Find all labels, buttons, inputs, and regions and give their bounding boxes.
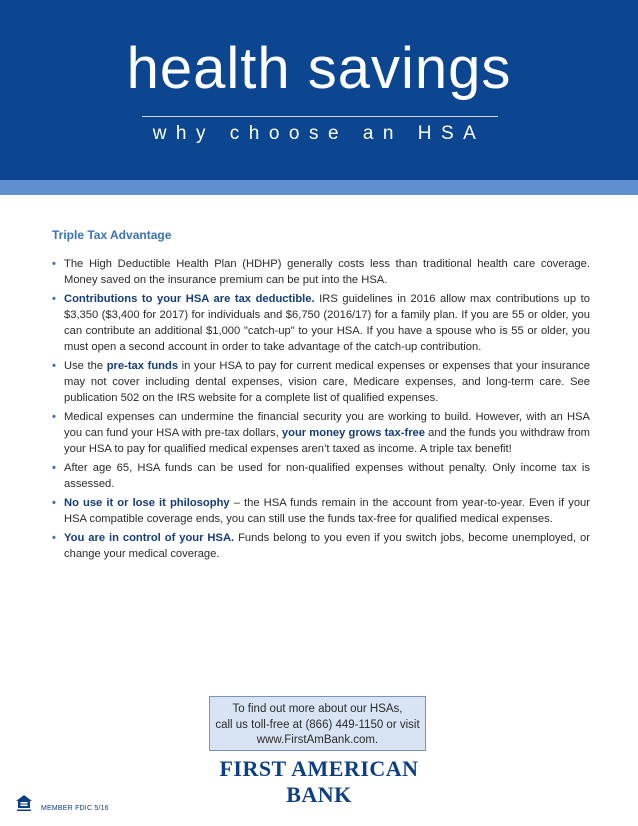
emphasis-text: pre-tax funds	[106, 360, 179, 372]
list-item	[52, 358, 590, 406]
emphasis-text: your money grows tax-free	[281, 427, 425, 439]
list-item	[52, 409, 590, 457]
section-heading: Triple Tax Advantage	[52, 228, 172, 242]
body-text: After age 65, HSA funds can be used for non-qualified expenses without penalty. Only income tax is assessed.	[64, 462, 590, 490]
bullet-icon: •	[52, 293, 56, 305]
contact-line-2: call us toll-free at (866) 449-1150 or visit	[215, 718, 420, 731]
bullet-icon: •	[52, 258, 56, 270]
list-item	[52, 530, 590, 562]
bullet-icon: •	[52, 532, 56, 544]
bullet-icon: •	[52, 360, 56, 372]
emphasis-text: Contributions to your HSA are tax deductible.	[64, 293, 315, 305]
footer-member-fdic: MEMBER FDIC 5/16	[41, 805, 109, 812]
emphasis-text: You are in control of your HSA.	[64, 532, 235, 544]
contact-info-box	[209, 696, 426, 751]
body-text: – the HSA funds remain in the account from year-to-year. Even if your HSA compatible coverage ends, you can still use the funds tax-free for qualified medical expenses.	[64, 497, 590, 525]
bullet-list	[52, 256, 590, 562]
list-item	[52, 256, 590, 288]
bank-logo: FIRST AMERICAN BANK	[219, 756, 419, 807]
body-text: The High Deductible Health Plan (HDHP) generally costs less than traditional health care coverage. Money saved on the insurance premium can be put into the HSA.	[64, 258, 590, 286]
header-stripe	[0, 180, 638, 195]
equal-housing-lender-icon	[15, 794, 33, 812]
body-text: Funds belong to you even if you switch jobs, become unemployed, or change your medical coverage.	[64, 532, 590, 560]
body-text: Medical expenses can undermine the financial security you are working to build. However, with an HSA you can fund your HSA with pre-tax dollars,	[64, 411, 590, 439]
body-text: and the funds you withdraw from your HSA to pay for qualified medical expenses aren’t taxed as income. A triple tax benefit!	[64, 427, 590, 455]
bullet-icon: •	[52, 497, 56, 509]
body-text: in your HSA to pay for current medical expenses or expenses that your insurance may not cover including dental expenses, vision care, Medicare expenses, and long-term care. See publication 502 on the IRS website for a complete list of qualified expenses.	[64, 360, 590, 404]
title-divider	[142, 116, 498, 117]
emphasis-text: No use it or lose it philosophy	[64, 497, 230, 509]
page-title: health savings	[126, 36, 512, 101]
list-item	[52, 460, 590, 492]
main-content	[52, 228, 590, 565]
list-item	[52, 291, 590, 355]
bullet-icon: •	[52, 462, 56, 474]
list-item	[52, 495, 590, 527]
body-text: Use the	[64, 360, 107, 372]
contact-line-1: To find out more about our HSAs,	[232, 703, 403, 715]
contact-website-link[interactable]: www.FirstAmBank.com.	[256, 734, 379, 746]
page-subtitle: why choose an HSA	[152, 123, 486, 144]
body-text: IRS guidelines in 2016 allow max contributions up to $3,350 ($3,400 for 2017) for individuals and $6,750 (2016/17) for a family plan. If you are 55 or older, you can contribute an additional $1,000 "catch-up" to your HSA. If you have a spouse who is 55 or older, you must open a second account in order to take advantage of the catch-up contribution.	[64, 293, 590, 353]
bullet-icon: •	[52, 411, 56, 423]
